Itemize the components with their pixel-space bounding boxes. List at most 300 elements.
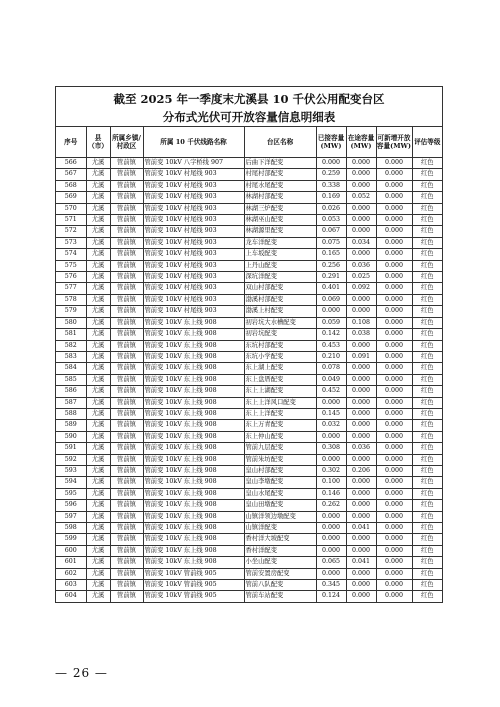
cell-connected: 0.302 [316,465,346,476]
cell-feeder-line: 管前变 10kV 东上线 908 [143,443,244,454]
cell-rating: 红色 [412,226,442,237]
cell-index: 598 [56,523,86,534]
cell-connected: 0.142 [316,329,346,340]
cell-town: 管前镇 [110,294,143,305]
cell-available: 0.000 [376,294,412,305]
cell-town: 管前镇 [110,443,143,454]
header-index: 序号 [56,127,86,158]
cell-pending: 0.000 [346,215,376,226]
cell-index: 572 [56,226,86,237]
cell-available: 0.000 [376,329,412,340]
cell-rating: 红色 [412,568,442,579]
table-row [56,534,442,545]
cell-feeder-line: 管前变 10kV 村尾线 903 [143,215,244,226]
table-row [56,374,442,385]
cell-county: 尤溪 [86,260,110,271]
header-feeder-line: 所属 10 千伏线路名称 [143,127,244,158]
cell-index: 592 [56,454,86,465]
cell-rating: 红色 [412,443,442,454]
cell-feeder-line: 管前变 10kV 东上线 908 [143,397,244,408]
cell-county: 尤溪 [86,158,110,169]
cell-county: 尤溪 [86,500,110,511]
cell-index: 599 [56,534,86,545]
cell-town: 管前镇 [110,500,143,511]
cell-rating: 红色 [412,420,442,431]
cell-pending: 0.034 [346,237,376,248]
cell-pending: 0.000 [346,591,376,602]
cell-index: 603 [56,580,86,591]
cell-feeder-line: 管前变 10kV 管前线 905 [143,568,244,579]
cell-available: 0.000 [376,397,412,408]
cell-available: 0.000 [376,283,412,294]
table-row [56,431,442,442]
cell-county: 尤溪 [86,340,110,351]
cell-connected: 0.000 [316,534,346,545]
cell-pending: 0.036 [346,443,376,454]
cell-town: 管前镇 [110,180,143,191]
cell-pending: 0.000 [346,545,376,556]
cell-pending: 0.092 [346,283,376,294]
cell-town: 管前镇 [110,340,143,351]
cell-available: 0.000 [376,408,412,419]
cell-feeder-line: 管前变 10kV 东上线 908 [143,511,244,522]
cell-feeder-line: 管前变 10kV 东上线 908 [143,317,244,328]
cell-feeder-line: 管前变 10kV 管前线 905 [143,591,244,602]
cell-town: 管前镇 [110,534,143,545]
cell-town: 管前镇 [110,351,143,362]
cell-town: 管前镇 [110,329,143,340]
table-header-row [56,127,442,158]
title-line-2: 分布式光伏可开放容量信息明细表 [162,110,336,124]
cell-rating: 红色 [412,192,442,203]
cell-pending: 0.000 [346,158,376,169]
cell-station-area: 山镇洋配变 [244,523,316,534]
cell-county: 尤溪 [86,294,110,305]
cell-feeder-line: 管前变 10kV 东上线 908 [143,420,244,431]
table-row [56,557,442,568]
cell-connected: 0.000 [316,397,346,408]
cell-rating: 红色 [412,580,442,591]
cell-county: 尤溪 [86,169,110,180]
cell-connected: 0.169 [316,192,346,203]
cell-town: 管前镇 [110,580,143,591]
cell-index: 573 [56,237,86,248]
cell-connected: 0.000 [316,568,346,579]
cell-county: 尤溪 [86,465,110,476]
cell-town: 管前镇 [110,511,143,522]
cell-pending: 0.108 [346,317,376,328]
cell-feeder-line: 管前变 10kV 东上线 908 [143,340,244,351]
header-county: 县（市） [86,127,110,158]
cell-station-area: 香村洋大坡配变 [244,534,316,545]
cell-town: 管前镇 [110,226,143,237]
cell-pending: 0.000 [346,477,376,488]
cell-station-area: 龙车洋配变 [244,237,316,248]
table-row [56,545,442,556]
cell-pending: 0.041 [346,523,376,534]
cell-rating: 红色 [412,317,442,328]
cell-feeder-line: 管前变 10kV 东上线 908 [143,454,244,465]
cell-feeder-line: 管前变 10kV 东上线 908 [143,329,244,340]
cell-county: 尤溪 [86,580,110,591]
cell-rating: 红色 [412,283,442,294]
cell-county: 尤溪 [86,534,110,545]
cell-station-area: 皇山李墩配变 [244,477,316,488]
cell-connected: 0.000 [316,545,346,556]
table-row [56,397,442,408]
cell-feeder-line: 管前变 10kV 东上线 908 [143,431,244,442]
cell-pending: 0.000 [346,580,376,591]
cell-available: 0.000 [376,340,412,351]
cell-index: 594 [56,477,86,488]
cell-station-area: 东上上洋配变 [244,408,316,419]
cell-feeder-line: 管前变 10kV 村尾线 903 [143,294,244,305]
cell-available: 0.000 [376,215,412,226]
cell-feeder-line: 管前变 10kV 村尾线 903 [143,306,244,317]
cell-pending: 0.000 [346,363,376,374]
cell-connected: 0.053 [316,215,346,226]
cell-feeder-line: 管前变 10kV 东上线 908 [143,351,244,362]
capacity-table [56,127,442,602]
cell-pending: 0.206 [346,465,376,476]
page-number: — 26 — [55,666,108,680]
cell-county: 尤溪 [86,568,110,579]
cell-available: 0.000 [376,511,412,522]
cell-county: 尤溪 [86,272,110,283]
cell-connected: 0.032 [316,420,346,431]
cell-county: 尤溪 [86,454,110,465]
cell-county: 尤溪 [86,557,110,568]
cell-station-area: 上丹山配变 [244,260,316,271]
cell-station-area: 林湖源里配变 [244,226,316,237]
cell-connected: 0.338 [316,180,346,191]
cell-station-area: 东上万青配变 [244,420,316,431]
cell-feeder-line: 管前变 10kV 东上线 908 [143,545,244,556]
cell-available: 0.000 [376,523,412,534]
cell-available: 0.000 [376,306,412,317]
cell-rating: 红色 [412,215,442,226]
cell-rating: 红色 [412,523,442,534]
cell-index: 597 [56,511,86,522]
cell-county: 尤溪 [86,237,110,248]
cell-index: 582 [56,340,86,351]
cell-connected: 0.291 [316,272,346,283]
cell-feeder-line: 管前变 10kV 东上线 908 [143,534,244,545]
table-row [56,511,442,522]
cell-available: 0.000 [376,249,412,260]
cell-available: 0.000 [376,351,412,362]
cell-county: 尤溪 [86,363,110,374]
cell-town: 管前镇 [110,386,143,397]
cell-town: 管前镇 [110,477,143,488]
cell-available: 0.000 [376,420,412,431]
cell-town: 管前镇 [110,272,143,283]
cell-pending: 0.000 [346,294,376,305]
cell-rating: 红色 [412,454,442,465]
cell-available: 0.000 [376,158,412,169]
cell-rating: 红色 [412,534,442,545]
cell-rating: 红色 [412,557,442,568]
cell-station-area: 东上上湖配变 [244,386,316,397]
cell-index: 600 [56,545,86,556]
cell-station-area: 渤溪村部配变 [244,294,316,305]
cell-pending: 0.000 [346,386,376,397]
cell-rating: 红色 [412,203,442,214]
cell-index: 604 [56,591,86,602]
cell-town: 管前镇 [110,158,143,169]
cell-station-area: 林湖三炉配变 [244,203,316,214]
table-row [56,580,442,591]
table-row [56,237,442,248]
cell-index: 567 [56,169,86,180]
table-row [56,192,442,203]
cell-station-area: 村尾村部配变 [244,169,316,180]
cell-connected: 0.453 [316,340,346,351]
header-pending-capacity: 在途容量(MW) [346,127,376,158]
cell-connected: 0.165 [316,249,346,260]
cell-pending: 0.041 [346,557,376,568]
cell-town: 管前镇 [110,397,143,408]
cell-pending: 0.000 [346,431,376,442]
cell-connected: 0.452 [316,386,346,397]
cell-county: 尤溪 [86,351,110,362]
cell-index: 593 [56,465,86,476]
cell-rating: 红色 [412,465,442,476]
cell-index: 580 [56,317,86,328]
cell-connected: 0.069 [316,294,346,305]
cell-feeder-line: 管前变 10kV 村尾线 903 [143,169,244,180]
cell-rating: 红色 [412,408,442,419]
cell-station-area: 初岩坑配变 [244,329,316,340]
cell-feeder-line: 管前变 10kV 村尾线 903 [143,180,244,191]
cell-connected: 0.401 [316,283,346,294]
cell-pending: 0.000 [346,568,376,579]
table-row [56,363,442,374]
cell-rating: 红色 [412,237,442,248]
table-row [56,226,442,237]
cell-available: 0.000 [376,465,412,476]
cell-town: 管前镇 [110,260,143,271]
cell-index: 578 [56,294,86,305]
cell-index: 585 [56,374,86,385]
cell-available: 0.000 [376,454,412,465]
cell-connected: 0.075 [316,237,346,248]
cell-town: 管前镇 [110,203,143,214]
cell-rating: 红色 [412,351,442,362]
cell-index: 601 [56,557,86,568]
cell-town: 管前镇 [110,363,143,374]
cell-station-area: 小坐山配变 [244,557,316,568]
cell-connected: 0.049 [316,374,346,385]
table-row [56,454,442,465]
cell-rating: 红色 [412,477,442,488]
cell-rating: 红色 [412,386,442,397]
cell-station-area: 后曲下洋配变 [244,158,316,169]
cell-pending: 0.000 [346,408,376,419]
table-row [56,215,442,226]
cell-station-area: 管前车站配变 [244,591,316,602]
cell-index: 591 [56,443,86,454]
cell-station-area: 管前八队配变 [244,580,316,591]
cell-town: 管前镇 [110,249,143,260]
cell-feeder-line: 管前变 10kV 东上线 908 [143,477,244,488]
cell-county: 尤溪 [86,192,110,203]
cell-pending: 0.000 [346,488,376,499]
cell-station-area: 管前朱坊配变 [244,454,316,465]
cell-feeder-line: 管前变 10kV 村尾线 903 [143,272,244,283]
cell-connected: 0.146 [316,488,346,499]
cell-rating: 红色 [412,591,442,602]
cell-connected: 0.262 [316,500,346,511]
cell-rating: 红色 [412,340,442,351]
cell-connected: 0.145 [316,408,346,419]
cell-town: 管前镇 [110,545,143,556]
cell-county: 尤溪 [86,180,110,191]
cell-available: 0.000 [376,386,412,397]
cell-town: 管前镇 [110,591,143,602]
cell-index: 596 [56,500,86,511]
cell-index: 590 [56,431,86,442]
cell-station-area: 皇山水尾配变 [244,488,316,499]
cell-rating: 红色 [412,158,442,169]
cell-rating: 红色 [412,329,442,340]
table-row [56,340,442,351]
table-row [56,158,442,169]
title-line-1: 截至 2025 年一季度末尤溪县 10 千伏公用配变台区 [113,92,385,106]
cell-town: 管前镇 [110,317,143,328]
table-row [56,249,442,260]
cell-rating: 红色 [412,169,442,180]
cell-connected: 0.000 [316,454,346,465]
cell-pending: 0.000 [346,454,376,465]
header-station-area: 台区名称 [244,127,316,158]
cell-connected: 0.065 [316,557,346,568]
cell-county: 尤溪 [86,431,110,442]
cell-feeder-line: 管前变 10kV 村尾线 903 [143,249,244,260]
cell-connected: 0.000 [316,431,346,442]
cell-pending: 0.000 [346,534,376,545]
cell-county: 尤溪 [86,226,110,237]
cell-feeder-line: 管前变 10kV 八字桥线 907 [143,158,244,169]
cell-available: 0.000 [376,591,412,602]
cell-feeder-line: 管前变 10kV 村尾线 903 [143,260,244,271]
table-row [56,351,442,362]
cell-county: 尤溪 [86,386,110,397]
cell-feeder-line: 管前变 10kV 管前线 905 [143,580,244,591]
table-row [56,477,442,488]
cell-available: 0.000 [376,363,412,374]
cell-county: 尤溪 [86,523,110,534]
cell-county: 尤溪 [86,488,110,499]
cell-county: 尤溪 [86,374,110,385]
cell-station-area: 东上上洋风口配变 [244,397,316,408]
cell-feeder-line: 管前变 10kV 东上线 908 [143,500,244,511]
cell-rating: 红色 [412,306,442,317]
cell-available: 0.000 [376,226,412,237]
table-row [56,465,442,476]
capacity-table-sheet [55,86,443,603]
cell-connected: 0.078 [316,363,346,374]
cell-town: 管前镇 [110,215,143,226]
cell-available: 0.000 [376,169,412,180]
cell-county: 尤溪 [86,443,110,454]
cell-station-area: 东上盘厝配变 [244,374,316,385]
table-row [56,329,442,340]
table-row [56,317,442,328]
cell-pending: 0.000 [346,511,376,522]
table-body [56,158,442,602]
table-row [56,568,442,579]
cell-town: 管前镇 [110,454,143,465]
table-row [56,408,442,419]
cell-index: 570 [56,203,86,214]
cell-town: 管前镇 [110,283,143,294]
cell-town: 管前镇 [110,169,143,180]
cell-index: 575 [56,260,86,271]
cell-town: 管前镇 [110,465,143,476]
table-row [56,523,442,534]
cell-index: 595 [56,488,86,499]
cell-station-area: 渤溪上村配变 [244,306,316,317]
cell-feeder-line: 管前变 10kV 东上线 908 [143,408,244,419]
cell-connected: 0.256 [316,260,346,271]
cell-station-area: 东上湖上配变 [244,363,316,374]
cell-pending: 0.000 [346,203,376,214]
cell-index: 571 [56,215,86,226]
table-row [56,386,442,397]
cell-available: 0.000 [376,443,412,454]
cell-index: 566 [56,158,86,169]
cell-available: 0.000 [376,260,412,271]
cell-station-area: 双山村部配变 [244,283,316,294]
cell-county: 尤溪 [86,317,110,328]
table-row [56,420,442,431]
cell-available: 0.000 [376,534,412,545]
cell-town: 管前镇 [110,192,143,203]
cell-station-area: 上车坂配变 [244,249,316,260]
cell-available: 0.000 [376,317,412,328]
cell-feeder-line: 管前变 10kV 村尾线 903 [143,203,244,214]
cell-rating: 红色 [412,500,442,511]
cell-connected: 0.000 [316,523,346,534]
cell-rating: 红色 [412,511,442,522]
cell-station-area: 管前安置房配变 [244,568,316,579]
header-town: 所属乡镇/村政区 [110,127,143,158]
cell-feeder-line: 管前变 10kV 村尾线 903 [143,192,244,203]
cell-station-area: 村尾水尾配变 [244,180,316,191]
cell-station-area: 初岩坑大水槽配变 [244,317,316,328]
cell-pending: 0.052 [346,192,376,203]
cell-rating: 红色 [412,431,442,442]
cell-feeder-line: 管前变 10kV 东上线 908 [143,363,244,374]
cell-station-area: 深坑洋配变 [244,272,316,283]
cell-county: 尤溪 [86,511,110,522]
cell-station-area: 山镇洋领边墩配变 [244,511,316,522]
cell-station-area: 香村洋配变 [244,545,316,556]
cell-county: 尤溪 [86,249,110,260]
cell-available: 0.000 [376,192,412,203]
header-rating: 评估等级 [412,127,442,158]
cell-town: 管前镇 [110,568,143,579]
cell-rating: 红色 [412,488,442,499]
cell-connected: 0.100 [316,477,346,488]
cell-index: 602 [56,568,86,579]
cell-pending: 0.000 [346,249,376,260]
cell-county: 尤溪 [86,591,110,602]
cell-town: 管前镇 [110,237,143,248]
cell-index: 587 [56,397,86,408]
cell-pending: 0.025 [346,272,376,283]
